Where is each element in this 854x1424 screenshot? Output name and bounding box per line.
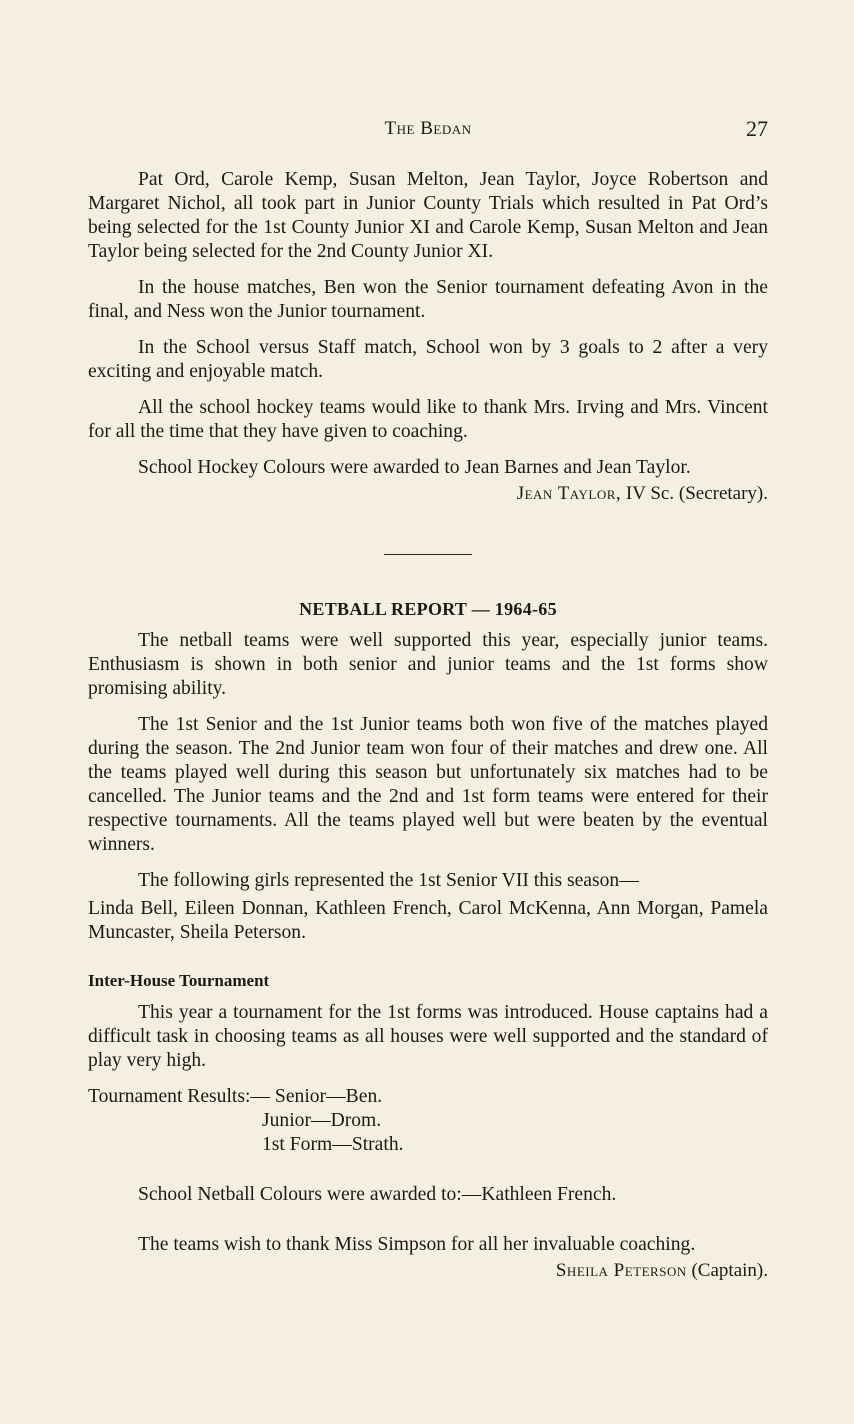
hockey-paragraph-1: Pat Ord, Carole Kemp, Susan Melton, Jean Taylor, Joyce Robertson and Margaret Nichol, all took part in Junior County Trials which resulted in Pat Ord’s being selected for the 1st County Junior XI and Carole Kemp, Susan Melton and Jean Taylor being selected for the 2nd County Junior XI. xyxy=(88,169,768,262)
inter-house-heading: Inter-House Tournament xyxy=(88,971,270,990)
section-divider xyxy=(384,554,472,555)
netball-colours: School Netball Colours were awarded to:—Kathleen French. xyxy=(138,1184,617,1205)
hockey-signature-name: Jean Taylor, xyxy=(516,483,622,504)
hockey-paragraph-5: School Hockey Colours were awarded to Jean Barnes and Jean Taylor. xyxy=(138,457,691,478)
netball-thanks: The teams wish to thank Miss Simpson for all her invaluable coaching. xyxy=(138,1234,696,1255)
results-first-form: 1st Form—Strath. xyxy=(262,1134,404,1155)
hockey-paragraph-4: All the school hockey teams would like to thank Mrs. Irving and Mrs. Vincent for all the time that they have given to coaching. xyxy=(88,397,768,442)
netball-team-names: Linda Bell, Eileen Donnan, Kathleen French, Carol McKenna, Ann Morgan, Pamela Muncaster, Sheila Peterson. xyxy=(88,898,768,943)
netball-paragraph-2: The 1st Senior and the 1st Junior teams both won five of the matches played during the season. The 2nd Junior team won four of their matches and drew one. All the teams played well during this season but unfortunately six matches had to be cancelled. The Junior teams and the 2nd and 1st form teams were entered for their respective tournaments. All the teams played well but were beaten by the eventual winners. xyxy=(88,714,768,855)
netball-paragraph-3: The following girls represented the 1st Senior VII this season— xyxy=(138,870,639,891)
hockey-signature-role: IV Sc. (Secretary). xyxy=(625,483,768,504)
page-body xyxy=(88,168,768,1283)
hockey-signature xyxy=(88,482,768,506)
running-title: The Bedan xyxy=(384,118,472,139)
netball-paragraph-1: The netball teams were well supported this year, especially junior teams. Enthusiasm is shown in both senior and junior teams and the 1st forms show promising ability. xyxy=(88,630,768,699)
results-junior: Junior—Drom. xyxy=(262,1110,382,1131)
hockey-paragraph-2: In the house matches, Ben won the Senior tournament defeating Avon in the final, and Ness won the Junior tournament. xyxy=(88,277,768,322)
netball-signature-role: (Captain). xyxy=(691,1260,768,1281)
netball-report-title: NETBALL REPORT — 1964-65 xyxy=(299,599,557,619)
page-header xyxy=(88,118,768,148)
netball-paragraph-4: This year a tournament for the 1st forms was introduced. House captains had a difficult task in choosing teams as all houses were well supported and the standard of play very high. xyxy=(88,1002,768,1071)
tournament-results xyxy=(88,1085,768,1157)
hockey-paragraph-3: In the School versus Staff match, School won by 3 goals to 2 after a very exciting and enjoyable match. xyxy=(88,337,768,382)
netball-signature-name: Sheila Peterson xyxy=(555,1260,687,1281)
page-number: 27 xyxy=(746,116,768,141)
netball-signature xyxy=(88,1259,768,1283)
results-senior: Tournament Results:— Senior—Ben. xyxy=(88,1086,383,1107)
